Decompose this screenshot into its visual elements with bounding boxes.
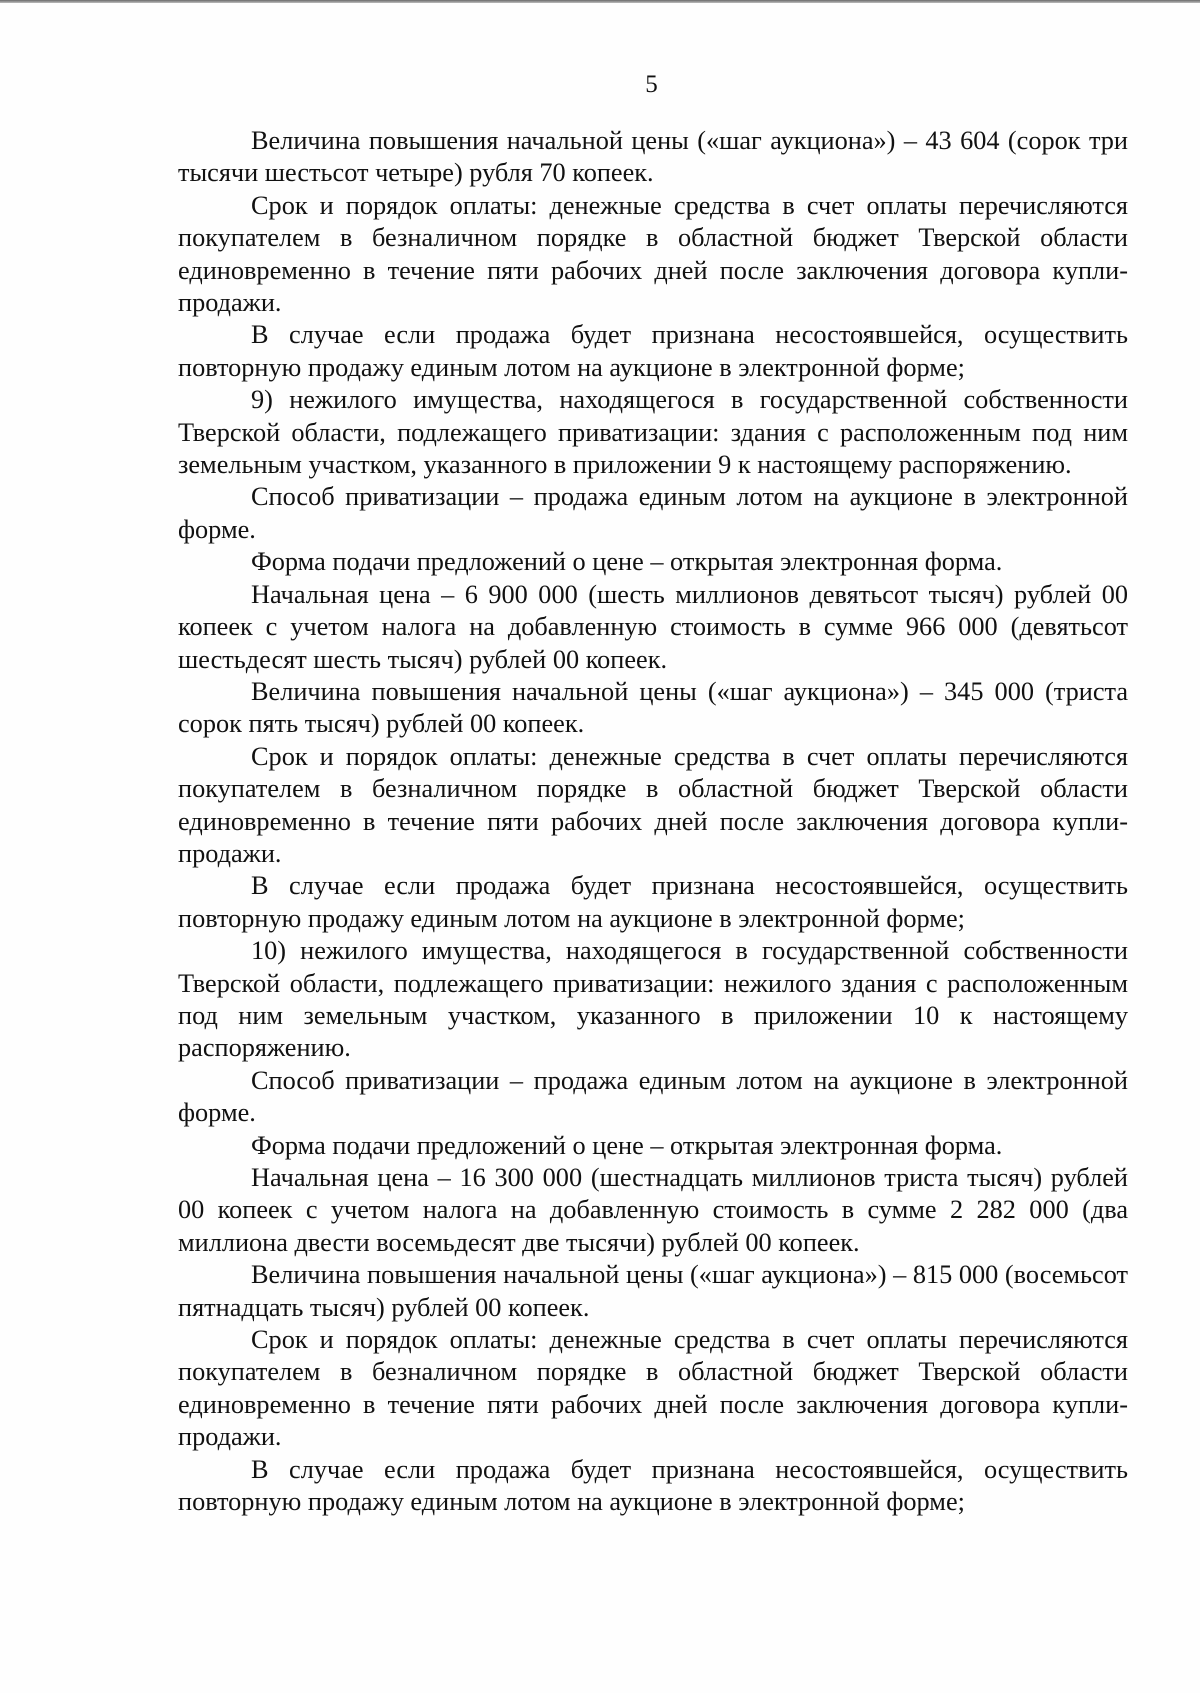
paragraph-failed-sale-lot8: В случае если продажа будет признана несостоявшейся, осуществить повторную продажу единым лотом на аукционе в электронной форме; [178, 320, 1128, 382]
paragraph-payment-terms-lot10: Срок и порядок оплаты: денежные средства в счет оплаты перечисляются покупателем в безналичном порядке в областной бюджет Тверской области единовременно в течение пяти рабочих дней после заключения договора купли-продажи. [178, 1325, 1128, 1452]
paragraph-privatization-method-lot9: Способ приватизации – продажа единым лотом на аукционе в электронной форме. [178, 482, 1128, 544]
paragraph-bid-form-lot10: Форма подачи предложений о цене – открытая электронная форма. [251, 1130, 1003, 1160]
scan-top-edge [0, 0, 1200, 3]
page-number: 5 [645, 71, 658, 98]
paragraph-start-price-lot10: Начальная цена – 16 300 000 (шестнадцать миллионов триста тысяч) рублей 00 копеек с учетом налога на добавленную стоимость в сумме 2 282 000 (два миллиона двести восемьдесят две тысячи) рублей 00 копеек. [178, 1163, 1128, 1257]
paragraph-step-price-lot10: Величина повышения начальной цены («шаг аукциона») – 815 000 (восемьсот пятнадцать тысяч) рублей 00 копеек. [178, 1260, 1128, 1322]
paragraph-step-price-lot8: Величина повышения начальной цены («шаг аукциона») – 43 604 (сорок три тысячи шестьсот четыре) рубля 70 копеек. [178, 126, 1128, 188]
document-body [178, 125, 1128, 1518]
paragraph-start-price-lot9: Начальная цена – 6 900 000 (шесть миллионов девятьсот тысяч) рублей 00 копеек с учетом налога на добавленную стоимость в сумме 966 000 (девятьсот шестьдесят шесть тысяч) рублей 00 копеек. [178, 579, 1128, 674]
paragraph-bid-form-lot9: Форма подачи предложений о цене – открытая электронная форма. [251, 547, 1003, 577]
paragraph-item-10: 10) нежилого имущества, находящегося в государственной собственности Тверской области, подлежащего приватизации: нежилого здания с расположенным под ним земельным участком, указанного в приложении 10 к настоящему распоряжению. [178, 936, 1128, 1063]
paragraph-item-9: 9) нежилого имущества, находящегося в государственной собственности Тверской области, подлежащего приватизации: здания с расположенным под ним земельным участком, указанного в приложении 9 к настоящему распоряжению. [178, 385, 1128, 480]
paragraph-failed-sale-lot9: В случае если продажа будет признана несостоявшейся, осуществить повторную продажу единым лотом на аукционе в электронной форме; [178, 871, 1128, 933]
paragraph-step-price-lot9: Величина повышения начальной цены («шаг аукциона») – 345 000 (триста сорок пять тысяч) рублей 00 копеек. [178, 676, 1128, 739]
paragraph-payment-terms-lot9: Срок и порядок оплаты: денежные средства в счет оплаты перечисляются покупателем в безналичном порядке в областной бюджет Тверской области единовременно в течение пяти рабочих дней после заключения договора купли-продажи. [178, 741, 1128, 868]
paragraph-failed-sale-lot10: В случае если продажа будет признана несостоявшейся, осуществить повторную продажу единым лотом на аукционе в электронной форме; [178, 1454, 1128, 1517]
paragraph-payment-terms-lot8: Срок и порядок оплаты: денежные средства в счет оплаты перечисляются покупателем в безналичном порядке в областной бюджет Тверской области единовременно в течение пяти рабочих дней после заключения договора купли-продажи. [178, 190, 1128, 318]
paragraph-privatization-method-lot10: Способ приватизации – продажа единым лотом на аукционе в электронной форме. [178, 1065, 1128, 1128]
